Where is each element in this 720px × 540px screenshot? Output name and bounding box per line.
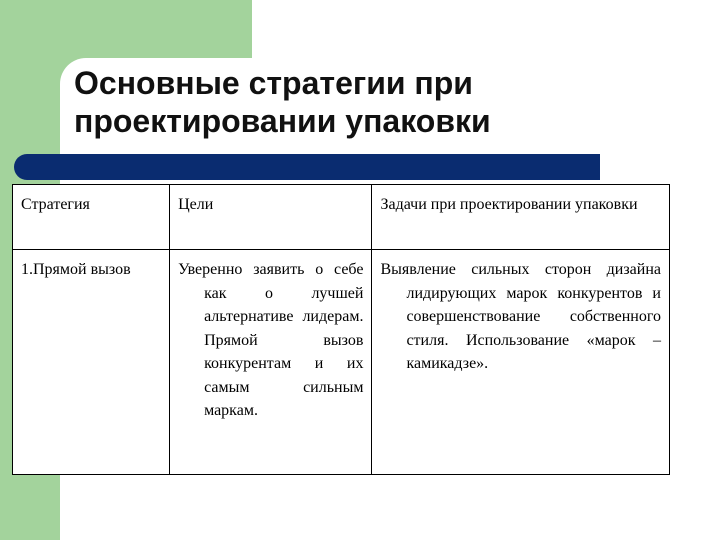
slide-title-line1: Основные стратегии при bbox=[74, 65, 473, 101]
title-divider-bar bbox=[14, 154, 600, 180]
slide-title-line2: проектировании упаковки bbox=[74, 103, 491, 139]
cell-strategy: 1.Прямой вызов bbox=[13, 250, 170, 475]
cell-tasks: Выявление сильных сторон дизайна лидирующих марок конкурентов и совершенствование собственного стиля. Использование «марок – камикадзе». bbox=[372, 250, 670, 475]
strategies-table bbox=[12, 184, 670, 475]
table-row bbox=[13, 250, 670, 475]
cell-goals: Уверенно заявить о себе как о лучшей альтернативе лидерам. Прямой вызов конкурентам и их самым сильным маркам. bbox=[170, 250, 372, 475]
header-strategy: Стратегия bbox=[13, 185, 170, 250]
header-tasks: Задачи при проектировании упаковки bbox=[372, 185, 670, 250]
slide-title bbox=[74, 64, 634, 140]
table-header-row bbox=[13, 185, 670, 250]
header-goals: Цели bbox=[170, 185, 372, 250]
